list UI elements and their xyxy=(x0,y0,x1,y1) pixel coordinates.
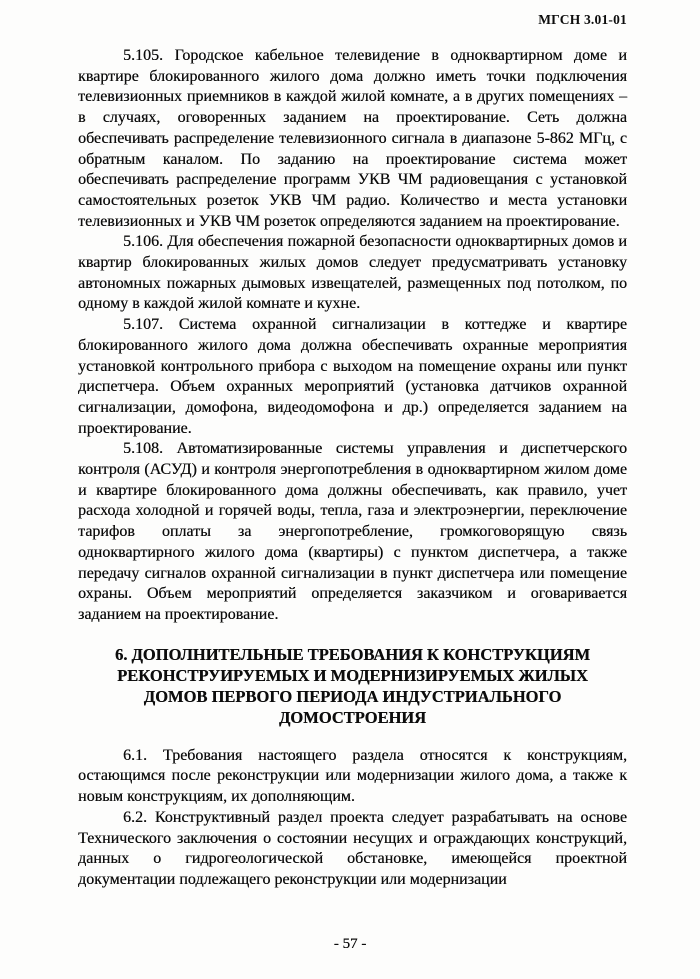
paragraph-6-1: 6.1. Требования настоящего раздела относятся к конструкциям, остающимся после реконструкции или модернизации жилого дома, а также к новым конструкциям, их дополняющим. xyxy=(78,746,627,806)
document-header xyxy=(78,12,627,28)
paragraph-5-106: 5.106. Для обеспечения пожарной безопасности одноквартирных домов и квартир блокированных жилых домов следует предусматривать установку автономных пожарных дымовых извещателей, размещенных под потолком, по одному в каждой жилой комнате и кухне. xyxy=(78,233,627,313)
paragraph-5-105: 5.105. Городское кабельное телевидение в одноквартирном доме и квартире блокированного жилого дома должно иметь точки подключения телевизионных приемников в каждой жилой комнате, а в других помещениях – в случаях, оговоренных заданием на проектирование. Сеть должна обеспечивать распределение телевизионного сигнала в диапазоне 5-862 МГц, с обратным каналом. По заданию на проектирование система может обеспечивать распределение программ УКВ ЧМ радиовещания с установкой самостоятельных розеток УКВ ЧМ радио. Количество и места установки телевизионных и УКВ ЧМ розеток определяются заданием на проектирование. xyxy=(78,47,627,230)
page-number: - 57 - xyxy=(333,936,367,952)
paragraph-6-2: 6.2. Конструктивный раздел проекта следует разрабатывать на основе Технического заключения о состоянии несущих и ограждающих конструкций, данных о гидрогеологической обстановке, имеющейся проектной документации подлежащего реконструкции или модернизации xyxy=(78,808,627,888)
section-6-heading-line-4: ДОМОСТРОЕНИЯ xyxy=(278,707,427,727)
section-6-heading-line-2: РЕКОНСТРУИРУЕМЫХ И МОДЕРНИЗИРУЕМЫХ ЖИЛЫХ xyxy=(117,665,588,685)
doc-code: МГСН 3.01-01 xyxy=(538,12,627,27)
section-6-heading xyxy=(78,644,627,728)
document-body xyxy=(78,46,627,891)
section-6-heading-line-3: ДОМОВ ПЕРВОГО ПЕРИОДА ИНДУСТРИАЛЬНОГО xyxy=(143,686,562,706)
section-6-heading-line-1: 6. ДОПОЛНИТЕЛЬНЫЕ ТРЕБОВАНИЯ К КОНСТРУКЦИЯМ xyxy=(114,644,591,664)
paragraph-5-108: 5.108. Автоматизированные системы управления и диспетчерского контроля (АСУД) и контроля энергопотребления в одноквартирном жилом доме и квартире блокированного дома должны обеспечивать, как правило, учет расхода холодной и горячей воды, тепла, газа и электроэнергии, переключение тарифов оплаты за энергопотребление, громкоговорящую связь одноквартирного жилого дома (квартиры) с пунктом диспетчера, а также передачу сигналов охранной сигнализации в пункт диспетчера или помещение охраны. Объем мероприятий определяется заказчиком и оговаривается заданием на проектирование. xyxy=(78,440,627,623)
paragraph-5-107: 5.107. Система охранной сигнализации в коттедже и квартире блокированного жилого дома должна обеспечивать охранные мероприятия установкой контрольного прибора с выходом на помещение охраны или пункт диспетчера. Объем охранных мероприятий (установка датчиков охранной сигнализации, домофона, видеодомофона и др.) определяется заданием на проектирование. xyxy=(78,316,627,437)
